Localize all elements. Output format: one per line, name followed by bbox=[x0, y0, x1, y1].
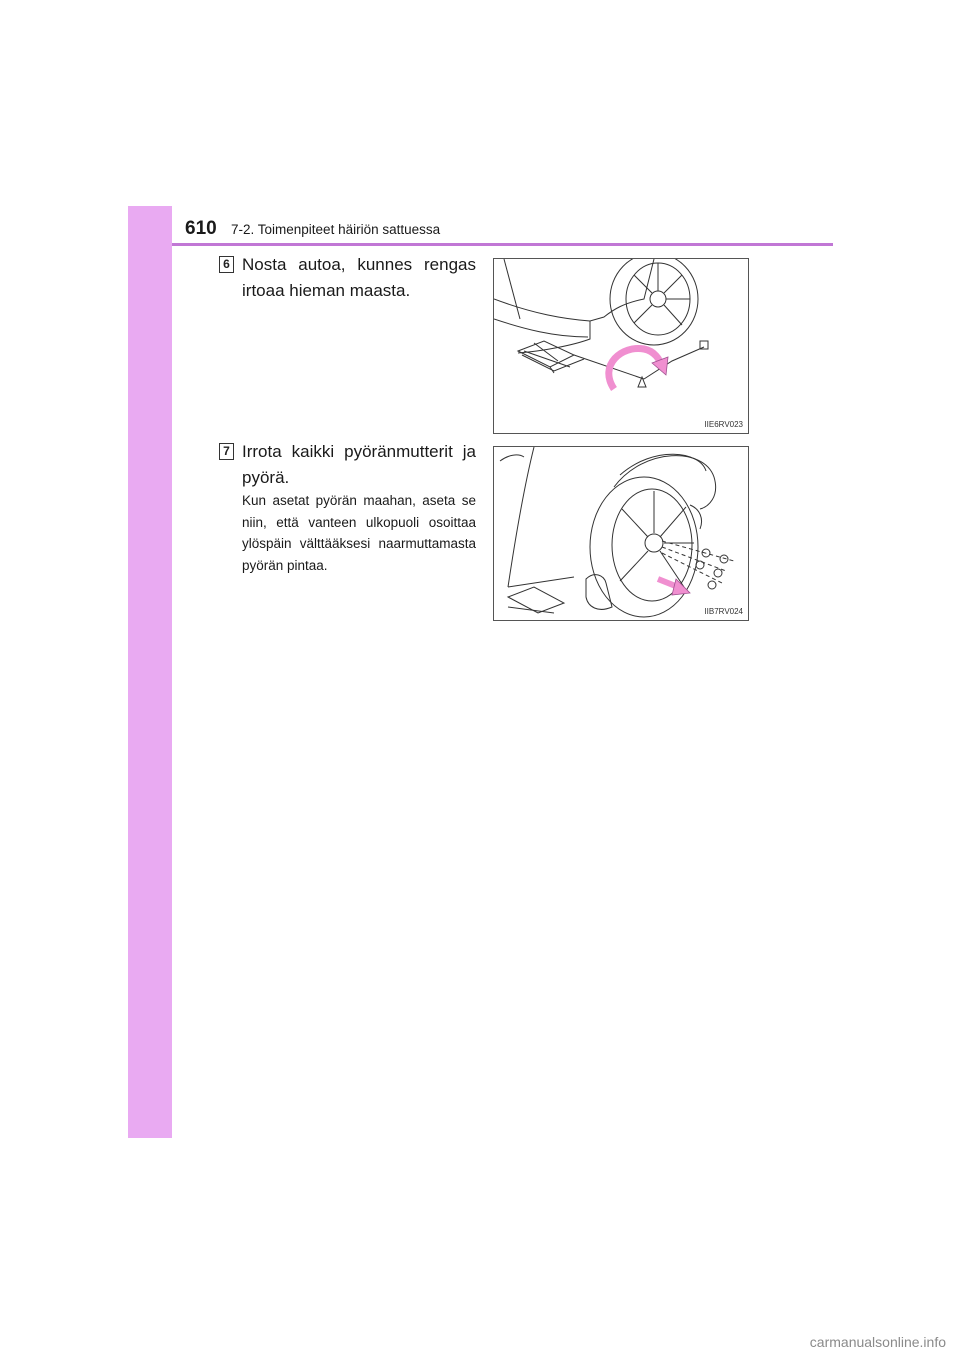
step-number-badge: 6 bbox=[219, 256, 234, 273]
watermark-text: carmanualsonline.info bbox=[809, 1334, 946, 1350]
page-number: 610 bbox=[185, 218, 217, 239]
step-instruction: Nosta autoa, kunnes rengas irtoaa hieman maasta. bbox=[242, 255, 476, 300]
step-instruction: Irrota kaikki pyöränmutterit ja pyörä. bbox=[242, 442, 476, 487]
wheel-nuts-removal-drawing bbox=[494, 447, 748, 620]
step-note: Kun asetat pyörän maahan, aseta se niin, että vanteen ulkopuoli osoittaa ylöspäin välttääksesi naarmuttamasta pyörän pintaa. bbox=[242, 493, 476, 573]
step-number-badge: 7 bbox=[219, 443, 234, 460]
car-jack-wrench-drawing bbox=[494, 259, 748, 433]
figure-code: IIE6RV023 bbox=[704, 420, 743, 429]
rotation-arrow bbox=[609, 348, 662, 389]
section-title: 7-2. Toimenpiteet häiriön sattuessa bbox=[231, 222, 441, 237]
chapter-sidebar-tab bbox=[128, 206, 172, 1138]
header-divider bbox=[172, 243, 833, 246]
wheel-removal-illustration bbox=[493, 446, 749, 621]
figure-code: IIB7RV024 bbox=[704, 607, 743, 616]
jack-lifting-illustration bbox=[493, 258, 749, 434]
